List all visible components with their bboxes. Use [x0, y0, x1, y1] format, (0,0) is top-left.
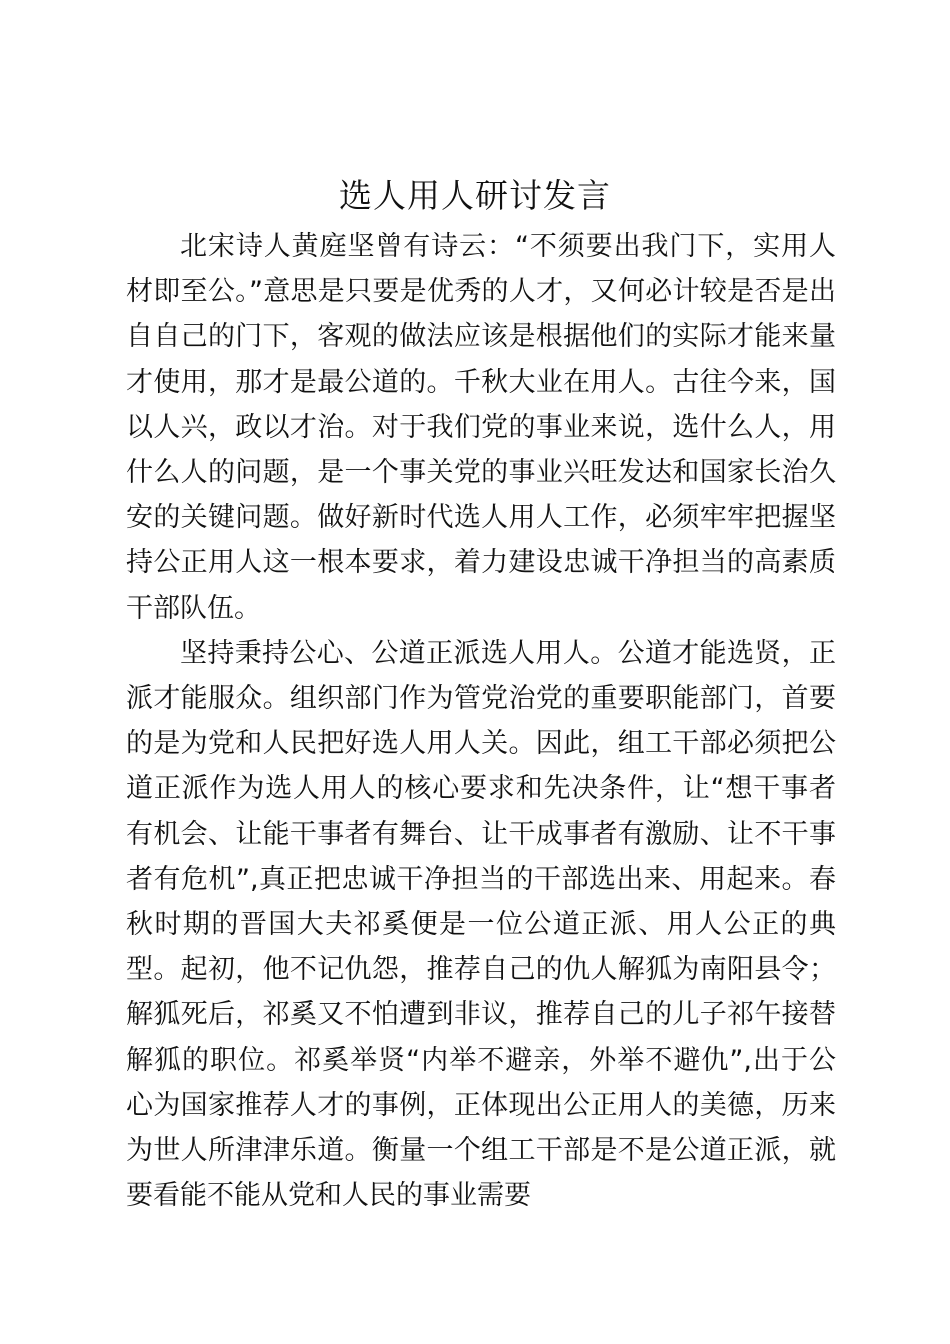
paragraph-2: 坚持秉持公心、公道正派选人用人。公道才能选贤，正派才能服众。组织部门作为管党治党的重要职能部门，首要的是为党和人民把好选人用人关。因此，组工干部必须把公道正派作为选人用人的核心要求和先决条件，让“想干事者有机会、让能干事者有舞台、让干成事者有激励、让不干事者有危机”,真正把忠诚干净担当的干部选出来、用起来。春秋时期的晋国大夫祁奚便是一位公道正派、用人公正的典型。起初，他不记仇怨，推荐自己的仇人解狐为南阳县令；解狐死后，祁奚又不怕遭到非议，推荐自己的儿子祁午接替解狐的职位。祁奚举贤“内举不避亲，外举不避仇”,出于公心为国家推荐人才的事例，正体现出公正用人的美德，历来为世人所津津乐道。衡量一个组工干部是不是公道正派，就要看能不能从党和人民的事业需要 — [126, 637, 836, 1212]
document-body — [126, 224, 836, 1218]
document-title: 选人用人研讨发言 — [339, 176, 611, 215]
paragraph-1: 北宋诗人黄庭坚曾有诗云：“不须要出我门下，实用人材即至公。”意思是只要是优秀的人才，又何必计较是否是出自自己的门下，客观的做法应该是根据他们的实际才能来量才使用，那才是最公道的。千秋大业在用人。古往今来，国以人兴，政以才治。对于我们党的事业来说，选什么人，用什么人的问题，是一个事关党的事业兴旺发达和国家长治久安的关键问题。做好新时代选人用人工作，必须牢牢把握坚持公正用人这一根本要求，着力建设忠诚干净担当的高素质干部队伍。 — [126, 231, 836, 624]
